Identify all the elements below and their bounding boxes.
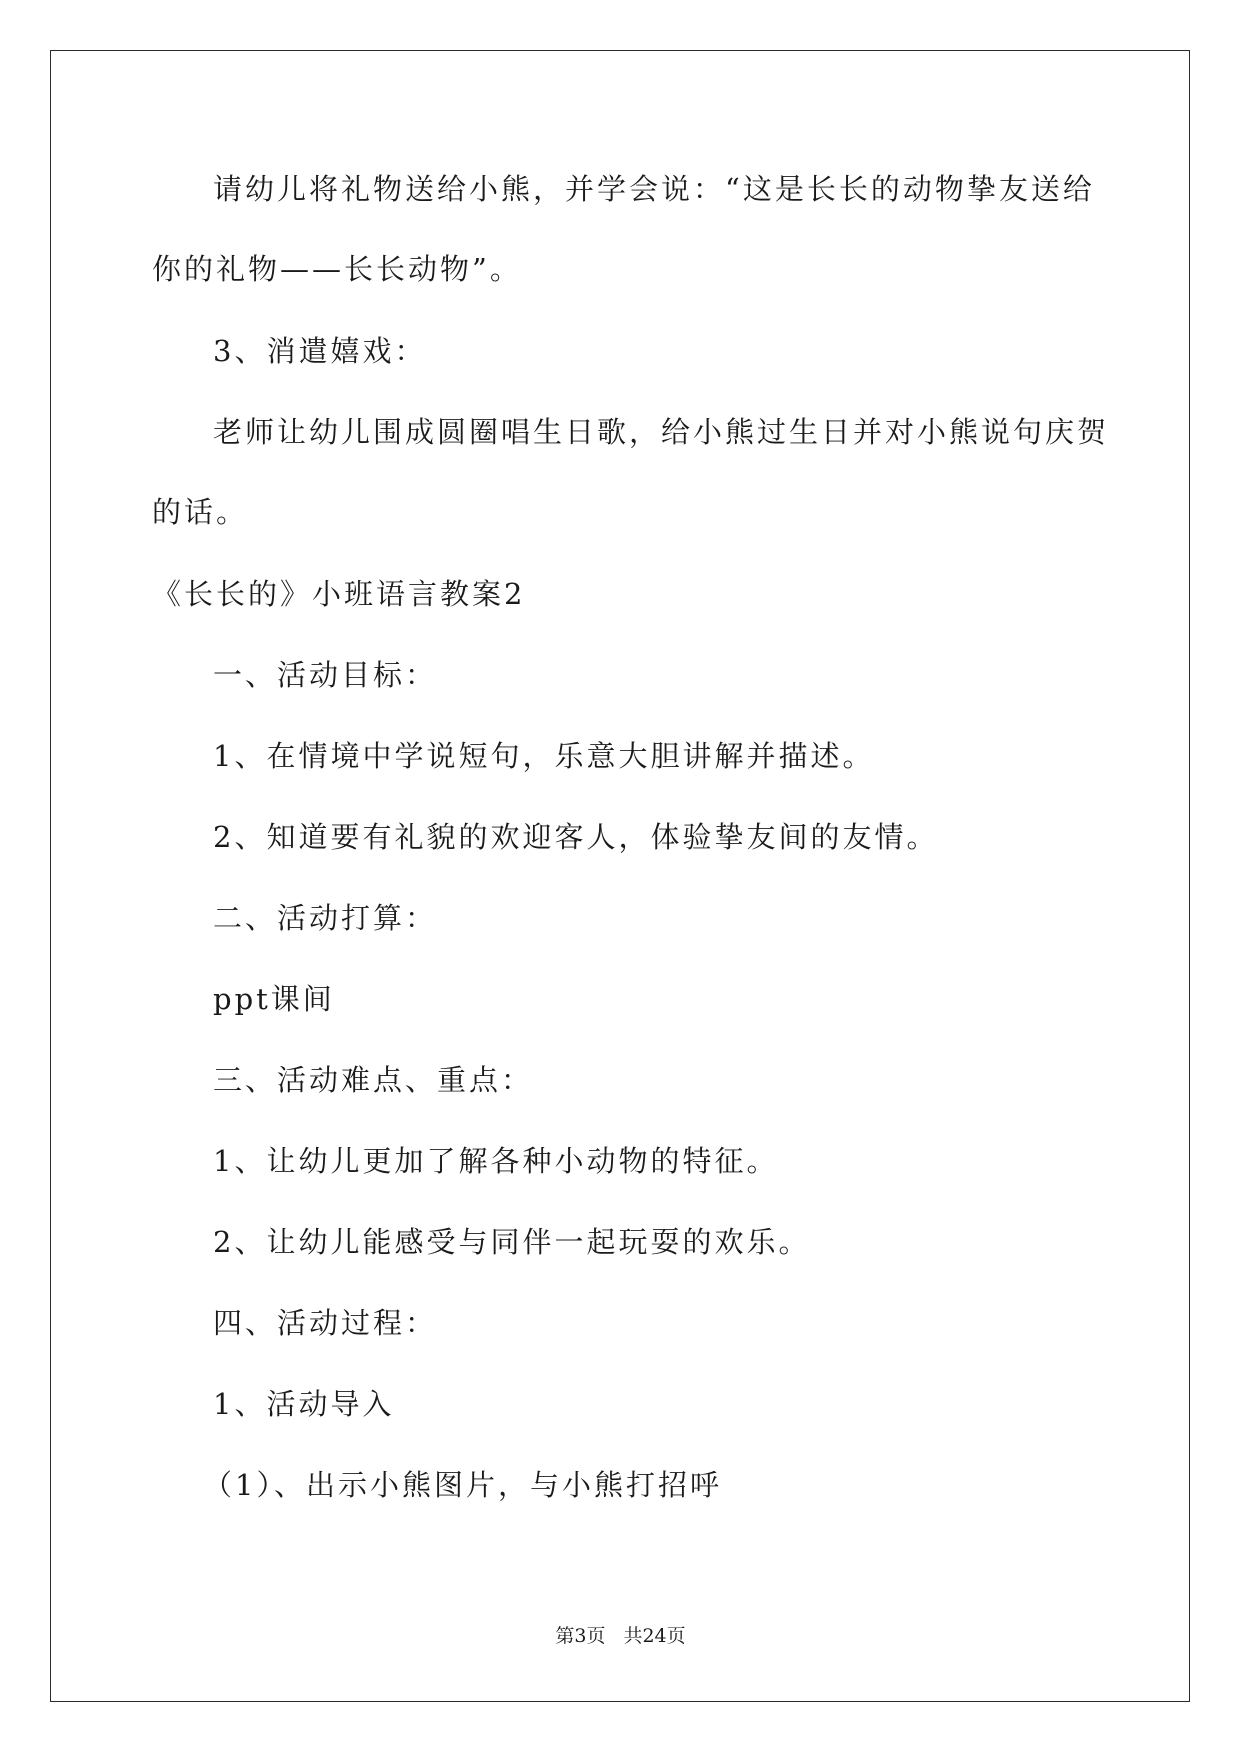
heading-objectives: 一、活动目标： [213,658,438,692]
key-point-item-1: 1、让幼儿更加了解各种小动物的特征。 [213,1144,779,1178]
heading-game: 3、消遣嬉戏： [213,334,427,368]
page-footer [0,1627,1241,1646]
process-substep-1: （1）、出示小熊图片，与小熊打招呼 [203,1468,722,1502]
paragraph-gift-instruction: 请幼儿将礼物送给小熊，并学会说：“这是长长的动物挚友送给 [213,172,1095,206]
paragraph-birthday-song: 老师让幼儿围成圆圈唱生日歌，给小熊过生日并对小熊说句庆贺 [213,415,1110,449]
heading-process: 四、活动过程： [213,1306,438,1340]
page-number: 第3页 [555,1625,606,1647]
paragraph-gift-instruction-cont: 你的礼物——长长动物”。 [152,252,522,286]
paragraph-birthday-song-cont: 的话。 [152,495,249,529]
objective-item-2: 2、知道要有礼貌的欢迎客人，体验挚友间的友情。 [213,820,939,854]
key-point-item-2: 2、让幼儿能感受与同伴一起玩耍的欢乐。 [213,1225,811,1259]
process-step-1: 1、活动导入 [213,1387,395,1421]
page-total: 共24页 [623,1625,686,1647]
section-title-lesson-2: 《长长的》小班语言教案2 [152,577,526,611]
heading-key-points: 三、活动难点、重点： [213,1063,534,1097]
preparation-item: ppt课间 [213,982,335,1016]
heading-preparation: 二、活动打算： [213,901,438,935]
page-border [50,50,1190,1702]
objective-item-1: 1、在情境中学说短句，乐意大胆讲解并描述。 [213,739,875,773]
